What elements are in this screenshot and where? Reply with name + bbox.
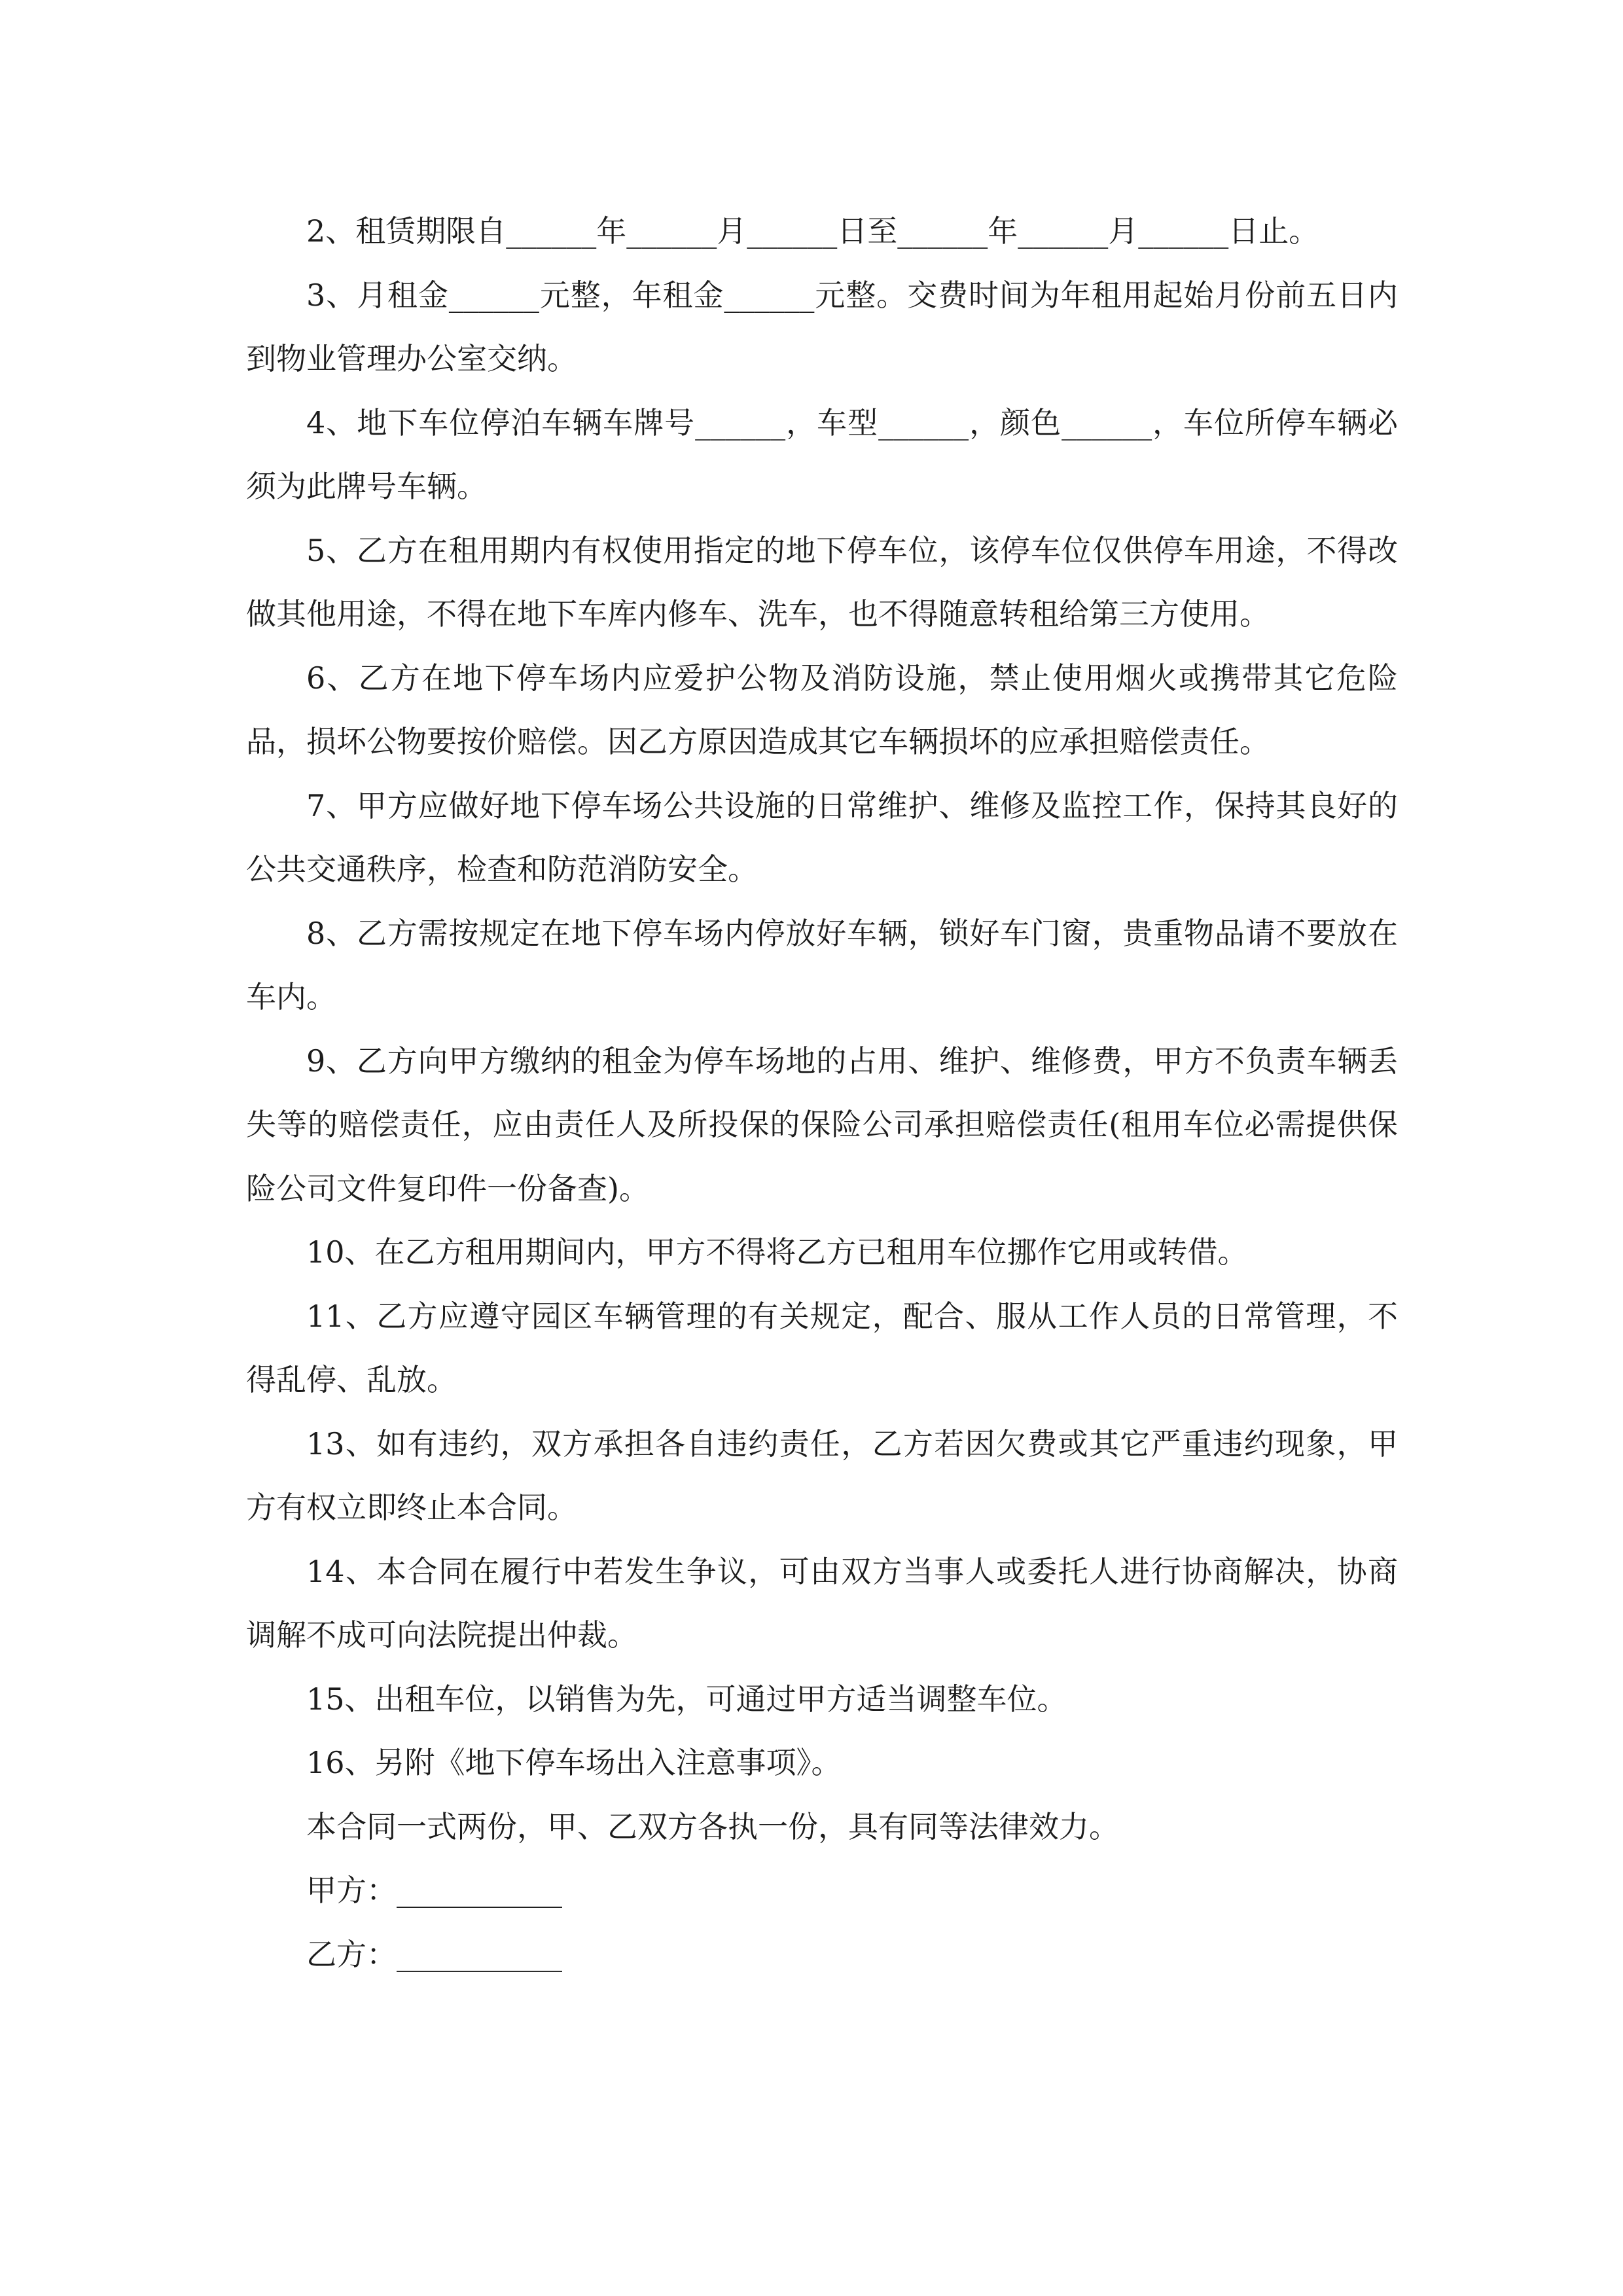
party-a-signature-line: 甲方：___________ <box>306 1873 562 1908</box>
clause-13-breach: 13、如有违约，双方承担各自违约责任，乙方若因欠费或其它严重违约现象，甲方有权立即终止本合同。 <box>246 1426 1398 1525</box>
clause-6-safety: 6、乙方在地下停车场内应爱护公物及消防设施，禁止使用烟火或携带其它危险品，损坏公物要按价赔偿。因乙方原因造成其它车辆损坏的应承担赔偿责任。 <box>246 660 1398 759</box>
clause-3-rent: 3、月租金______元整，年租金______元整。交费时间为年租用起始月份前五日内到物业管理办公室交纳。 <box>246 277 1398 376</box>
clause-8-parking: 8、乙方需按规定在地下停车场内停放好车辆，锁好车门窗，贵重物品请不要放在车内。 <box>246 915 1398 1014</box>
party-b-signature-line: 乙方：___________ <box>306 1936 562 1972</box>
clause-5-usage: 5、乙方在租用期内有权使用指定的地下停车位，该停车位仅供停车用途，不得改做其他用途，不得在地下车库内修车、洗车，也不得随意转租给第三方使用。 <box>246 532 1398 632</box>
clause-14-disputes: 14、本合同在履行中若发生争议，可由双方当事人或委托人进行协商解决，协商调解不成可向法院提出仲裁。 <box>246 1553 1398 1653</box>
copies-statement: 本合同一式两份，甲、乙双方各执一份，具有同等法律效力。 <box>306 1808 1119 1844</box>
contract-body <box>246 200 1398 1986</box>
clause-4-vehicle-info: 4、地下车位停泊车辆车牌号______，车型______，颜色______，车位所停车辆必须为此牌号车辆。 <box>246 404 1398 504</box>
clause-16-attachment: 16、另附《地下停车场出入注意事项》。 <box>306 1745 842 1780</box>
clause-7-maintenance: 7、甲方应做好地下停车场公共设施的日常维护、维修及监控工作，保持其良好的公共交通秩序，检查和防范消防安全。 <box>246 787 1398 887</box>
clause-11-rules: 11、乙方应遵守园区车辆管理的有关规定，配合、服从工作人员的日常管理，不得乱停、乱放。 <box>246 1298 1398 1397</box>
clause-10-no-reuse: 10、在乙方租用期间内，甲方不得将乙方已租用车位挪作它用或转借。 <box>306 1234 1248 1270</box>
clause-15-sale-priority: 15、出租车位，以销售为先，可通过甲方适当调整车位。 <box>306 1681 1067 1717</box>
clause-9-liability: 9、乙方向甲方缴纳的租金为停车场地的占用、维护、维修费，甲方不负责车辆丢失等的赔偿责任，应由责任人及所投保的保险公司承担赔偿责任(租用车位必需提供保险公司文件复印件一份备查)。 <box>246 1043 1398 1206</box>
clause-2-lease-term: 2、租赁期限自______年______月______日至______年______月______日止。 <box>306 213 1319 249</box>
